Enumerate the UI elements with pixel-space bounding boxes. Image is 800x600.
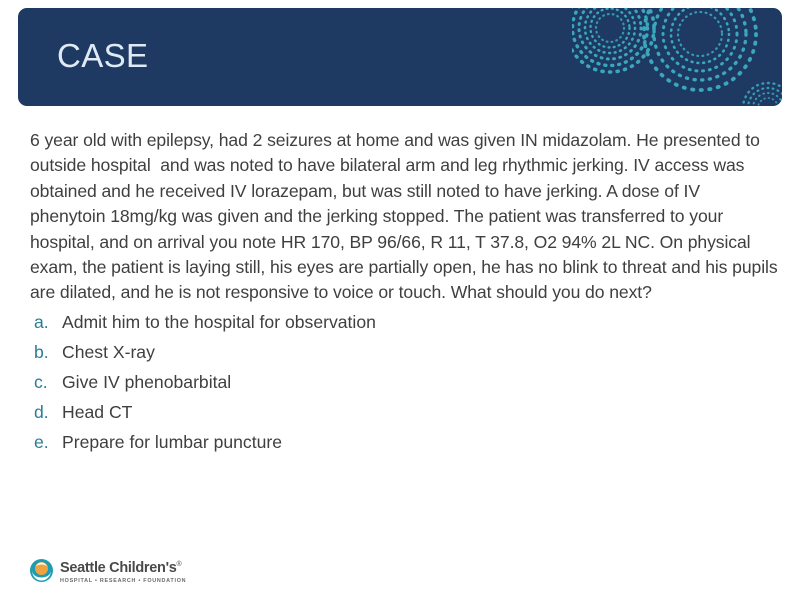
registered-trademark-icon: ® — [176, 561, 182, 568]
list-item[interactable] — [30, 430, 778, 460]
case-vignette-paragraph: 6 year old with epilepsy, had 2 seizures at home and was given IN midazolam. He presented to outside hospital and was noted to have bilateral arm and leg rhythmic jerking. IV access was obtained and he received IV lorazepam, but was still noted to have jerking. A dose of IV phenytoin 18mg/kg was given and the jerking stopped. The patient was transferred to your hospital, and on arrival you note HR 170, BP 96/66, R 11, T 37.8, O2 94% 2L NC. On physical exam, the patient is laying still, his eyes are partially open, he has no blink to threat and his pupils are dilated, and he is not responsive to voice or touch. What should you do next? — [30, 130, 783, 303]
list-item[interactable] — [30, 310, 778, 340]
option-label: Admit him to the hospital for observation — [62, 311, 376, 332]
option-marker: a. — [34, 311, 49, 332]
option-marker: b. — [34, 341, 49, 362]
option-marker: c. — [34, 371, 48, 392]
seattle-childrens-logo-icon — [29, 558, 54, 583]
logo-text-block — [60, 556, 186, 585]
option-marker: d. — [34, 401, 49, 422]
logo-wordmark — [60, 557, 186, 576]
slide-content — [30, 128, 783, 460]
option-label: Prepare for lumbar puncture — [62, 431, 283, 452]
list-item[interactable] — [30, 370, 778, 400]
list-item[interactable] — [30, 400, 778, 430]
answer-options-list — [30, 310, 778, 460]
option-label: Chest X-ray — [62, 341, 155, 362]
logo-name: Seattle Children's — [60, 559, 177, 576]
decorative-dotted-circles — [572, 8, 782, 106]
page-title: CASE — [57, 37, 149, 74]
footer-logo — [29, 556, 186, 585]
option-label: Give IV phenobarbital — [62, 371, 232, 392]
slide-header-banner — [18, 8, 782, 106]
logo-tagline: HOSPITAL • RESEARCH • FOUNDATION — [60, 577, 187, 584]
list-item[interactable] — [30, 340, 778, 370]
option-label: Head CT — [62, 401, 133, 422]
option-marker: e. — [34, 431, 49, 452]
